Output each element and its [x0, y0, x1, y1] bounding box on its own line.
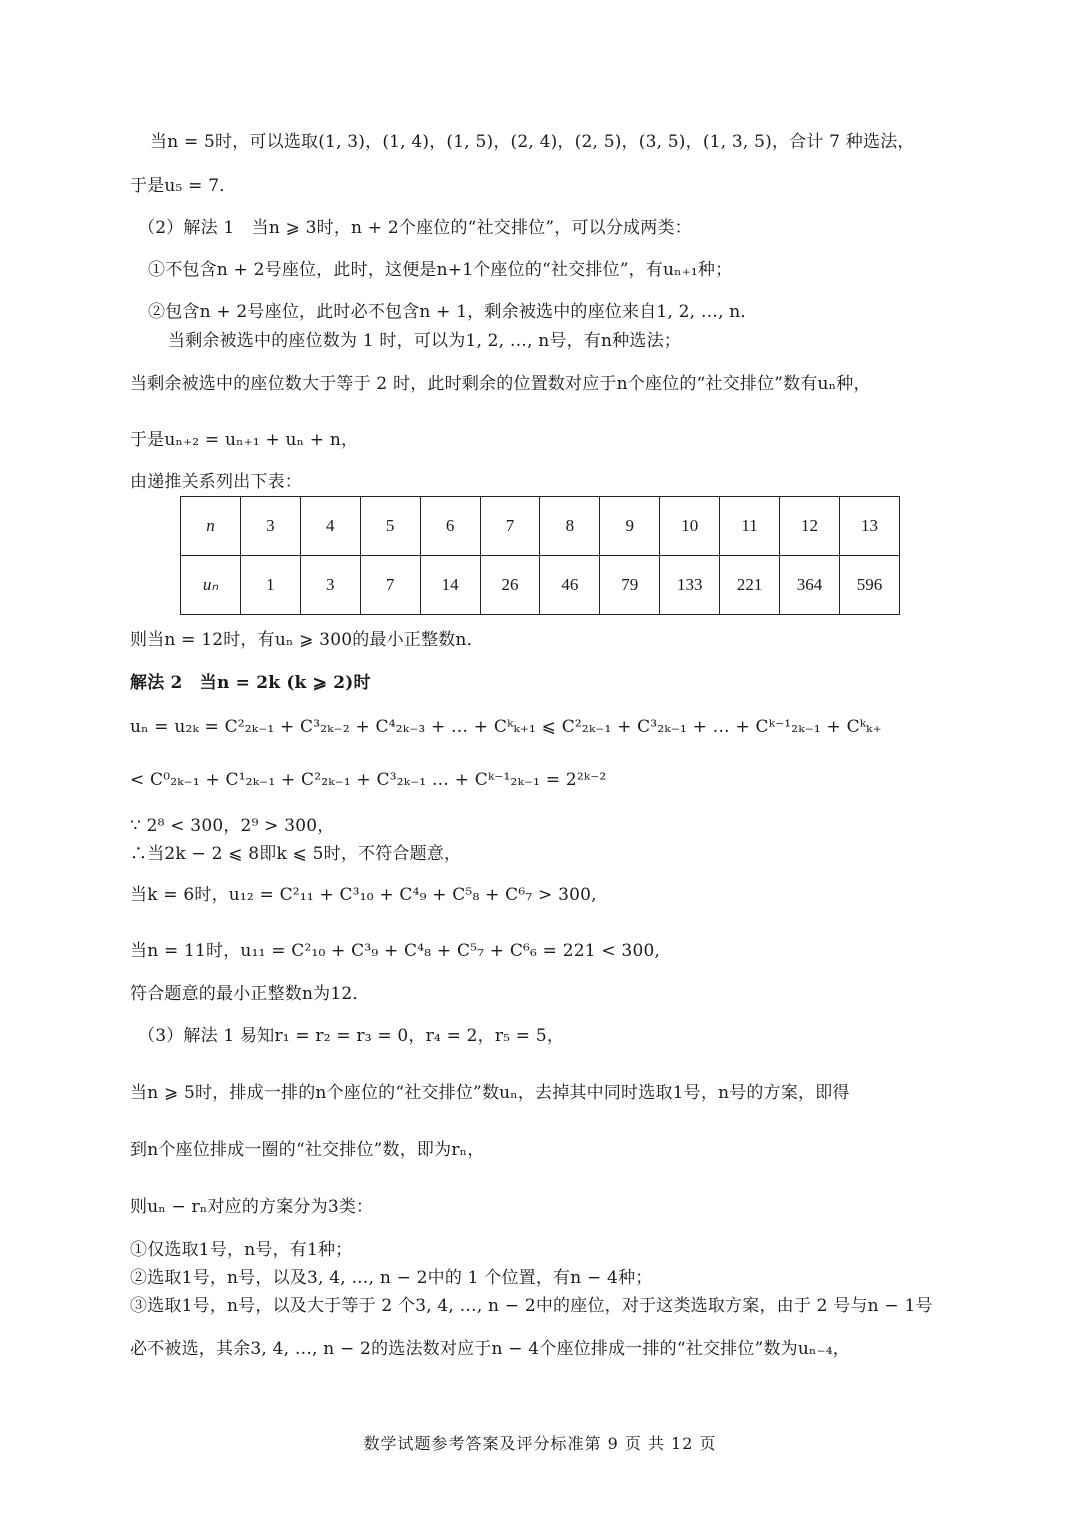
text-line: ③选取1号，n号，以及大于等于 2 个3, 4, …, n − 2中的座位，对于这类选取方案，由于 2 号与n − 1号 — [130, 1296, 933, 1316]
table-cell: 10 — [660, 497, 720, 556]
text-line: ①仅选取1号，n号，有1种； — [130, 1240, 353, 1260]
table-row-u — [181, 556, 900, 615]
table-cell: 7 — [480, 497, 540, 556]
text-line: ②包含n + 2号座位，此时必不包含n + 1，剩余被选中的座位来自1, 2, …, n． — [148, 302, 758, 322]
text-line: （2）解法 1 当n ⩾ 3时，n + 2个座位的“社交排位”，可以分成两类： — [138, 218, 692, 238]
text-line: 当剩余被选中的座位数大于等于 2 时，此时剩余的位置数对应于n个座位的“社交排位”数有uₙ种， — [130, 374, 871, 394]
table-cell: 79 — [600, 556, 660, 615]
text-line: 当n ⩾ 5时，排成一排的n个座位的“社交排位”数uₙ，去掉其中同时选取1号，n号的方案，即得 — [130, 1083, 850, 1103]
table-cell: 8 — [540, 497, 600, 556]
recurrence-table — [180, 496, 900, 615]
table-cell: 46 — [540, 556, 600, 615]
table-cell: 11 — [720, 497, 780, 556]
text-line: 到n个座位排成一圈的“社交排位”数，即为rₙ， — [130, 1140, 485, 1160]
formula-line: 当k = 6时，u₁₂ = C²₁₁ + C³₁₀ + C⁴₉ + C⁵₈ + C⁶₇ > 300, — [130, 885, 597, 905]
table-cell: 221 — [720, 556, 780, 615]
text-line: （3）解法 1 易知r₁ = r₂ = r₃ = 0，r₄ = 2，r₅ = 5， — [138, 1026, 565, 1046]
table-cell: 26 — [480, 556, 540, 615]
text-line: 当剩余被选中的座位数为 1 时，可以为1, 2, …, n号，有n种选法； — [168, 331, 681, 351]
text-line: 解法 2 当n = 2k (k ⩾ 2)时 — [130, 673, 371, 693]
text-line: 必不被选，其余3, 4, …, n − 2的选法数对应于n − 4个座位排成一排的“社交排位”数为uₙ₋₄， — [130, 1339, 850, 1359]
page-footer: 数学试题参考答案及评分标准第 9 页 共 12 页 — [363, 1434, 717, 1453]
table-cell: 1 — [240, 556, 300, 615]
text-line: 则当n = 12时，有uₙ ⩾ 300的最小正整数n． — [130, 630, 484, 650]
table-cell: 14 — [420, 556, 480, 615]
text-line: 于是uₙ₊₂ = uₙ₊₁ + uₙ + n， — [130, 430, 359, 450]
text-line: 由递推关系列出下表： — [130, 472, 302, 492]
text-line: 当n = 5时，可以选取(1, 3)，(1, 4)，(1, 5)，(2, 4)，(2, 5)，(3, 5)，(1, 3, 5)，合计 7 种选法， — [150, 132, 915, 152]
table-cell: 133 — [660, 556, 720, 615]
text-line: ②选取1号，n号，以及3, 4, …, n − 2中的 1 个位置，有n − 4种； — [130, 1268, 653, 1288]
table-header-cell: n — [181, 497, 241, 556]
text-line: ①不包含n + 2号座位，此时，这便是n+1个座位的“社交排位”，有uₙ₊₁种； — [148, 260, 733, 280]
text-line: 符合题意的最小正整数n为12． — [130, 984, 370, 1004]
table-cell: 3 — [300, 556, 360, 615]
formula-line: uₙ = u₂ₖ = C²₂ₖ₋₁ + C³₂ₖ₋₂ + C⁴₂ₖ₋₃ + … + Cᵏₖ₊₁ ⩽ C²₂ₖ₋₁ + C³₂ₖ₋₁ + … + Cᵏ⁻¹₂ₖ₋₁ + Cᵏₖ₊ — [130, 717, 882, 737]
table-cell: 9 — [600, 497, 660, 556]
table-cell: 6 — [420, 497, 480, 556]
text-line: 则uₙ − rₙ对应的方案分为3类： — [130, 1197, 374, 1217]
text-line: ∵ 2⁸ < 300，2⁹ > 300， — [130, 816, 335, 836]
table-header-cell: uₙ — [181, 556, 241, 615]
text-line: ∴当2k − 2 ⩽ 8即k ⩽ 5时，不符合题意， — [130, 844, 462, 864]
table-cell: 364 — [780, 556, 840, 615]
table-cell: 5 — [360, 497, 420, 556]
table-cell: 12 — [780, 497, 840, 556]
table-cell: 3 — [240, 497, 300, 556]
formula-line: 当n = 11时，u₁₁ = C²₁₀ + C³₉ + C⁴₈ + C⁵₇ + C⁶₆ = 221 < 300, — [130, 941, 661, 961]
text-line: 于是u₅ = 7． — [130, 176, 237, 196]
table-row-n — [181, 497, 900, 556]
table-cell: 4 — [300, 497, 360, 556]
formula-line: < C⁰₂ₖ₋₁ + C¹₂ₖ₋₁ + C²₂ₖ₋₁ + C³₂ₖ₋₁ … + Cᵏ⁻¹₂ₖ₋₁ = 2²ᵏ⁻² — [130, 770, 607, 790]
table-cell: 596 — [839, 556, 899, 615]
table-cell: 7 — [360, 556, 420, 615]
table-cell: 13 — [839, 497, 899, 556]
